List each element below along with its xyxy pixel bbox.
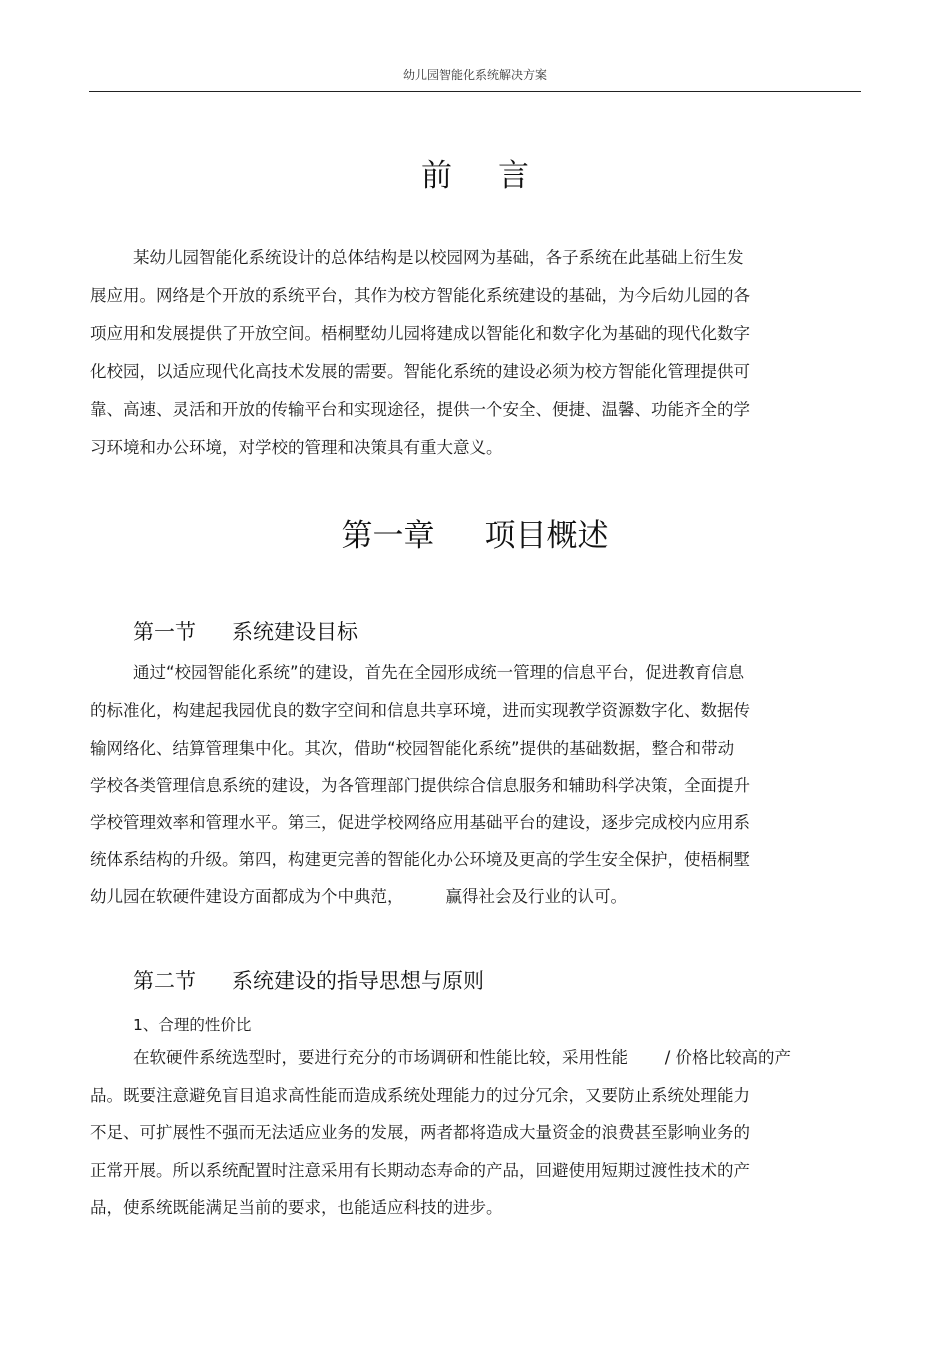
section1-line: 统体系结构的升级。第四，构建更完善的智能化办公环境及更高的学生安全保护，使梧桐墅 <box>90 850 750 869</box>
preface-title-a: 前 <box>421 158 452 194</box>
section2-number: 第二节 <box>133 969 196 993</box>
preface-line: 化校园，以适应现代化高技术发展的需要。智能化系统的建设必须为校方智能化管理提供可 <box>90 362 750 381</box>
preface-line: 习环境和办公环境，对学校的管理和决策具有重大意义。 <box>90 438 503 457</box>
section1-line: 学校各类管理信息系统的建设，为各管理部门提供综合信息服务和辅助科学决策，全面提升 <box>90 776 750 795</box>
section2-line: 不足、可扩展性不强而无法适应业务的发展，两者都将造成大量资金的浪费甚至影响业务的 <box>90 1123 750 1142</box>
preface-line: 展应用。网络是个开放的系统平台，其作为校方智能化系统建设的基础，为今后幼儿园的各 <box>90 286 750 305</box>
preface-title <box>0 150 950 195</box>
chapter-name: 项目概述 <box>484 518 609 554</box>
section1-number: 第一节 <box>133 620 196 644</box>
chapter-title <box>0 510 950 555</box>
section1-title: 系统建设目标 <box>232 620 358 644</box>
principle-1-title: 1、合理的性价比 <box>133 1016 252 1034</box>
section2-line: 正常开展。所以系统配置时注意采用有长期动态寿命的产品，回避使用短期过渡性技术的产 <box>90 1161 750 1180</box>
section1-heading <box>133 616 358 646</box>
section1-line: 学校管理效率和管理水平。第三，促进学校网络应用基础平台的建设，逐步完成校内应用系 <box>90 813 750 832</box>
chapter-number: 第一章 <box>341 518 435 554</box>
section2-line: 在软硬件系统选型时，要进行充分的市场调研和性能比较，采用性能 / 价格比较高的产 <box>133 1048 792 1067</box>
preface-line: 项应用和发展提供了开放空间。梧桐墅幼儿园将建成以智能化和数字化为基础的现代化数字 <box>90 324 750 343</box>
section2-line: 品，使系统既能满足当前的要求，也能适应科技的进步。 <box>90 1198 503 1217</box>
header-title: 幼儿园智能化系统解决方案 <box>402 68 547 82</box>
section2-heading <box>133 965 484 995</box>
section1-line: 输网络化、结算管理集中化。其次，借助“校园智能化系统”提供的基础数据，整合和带动 <box>90 739 735 758</box>
preface-line: 某幼儿园智能化系统设计的总体结构是以校园网为基础，各子系统在此基础上衍生发 <box>133 248 744 267</box>
header-divider <box>89 91 861 92</box>
section2-line: 品。既要注意避免盲目追求高性能而造成系统处理能力的过分冗余，又要防止系统处理能力 <box>90 1086 750 1105</box>
section1-line: 幼儿园在软硬件建设方面都成为个中典范， 赢得社会及行业的认可。 <box>90 887 627 906</box>
section1-line: 通过“校园智能化系统”的建设，首先在全园形成统一管理的信息平台，促进教育信息 <box>133 663 745 682</box>
preface-title-b: 言 <box>498 158 529 194</box>
section2-title: 系统建设的指导思想与原则 <box>232 969 484 993</box>
preface-line: 靠、高速、灵活和开放的传输平台和实现途径，提供一个安全、便捷、温馨、功能齐全的学 <box>90 400 750 419</box>
section1-line: 的标准化，构建起我园优良的数字空间和信息共享环境，进而实现教学资源数字化、数据传 <box>90 701 750 720</box>
